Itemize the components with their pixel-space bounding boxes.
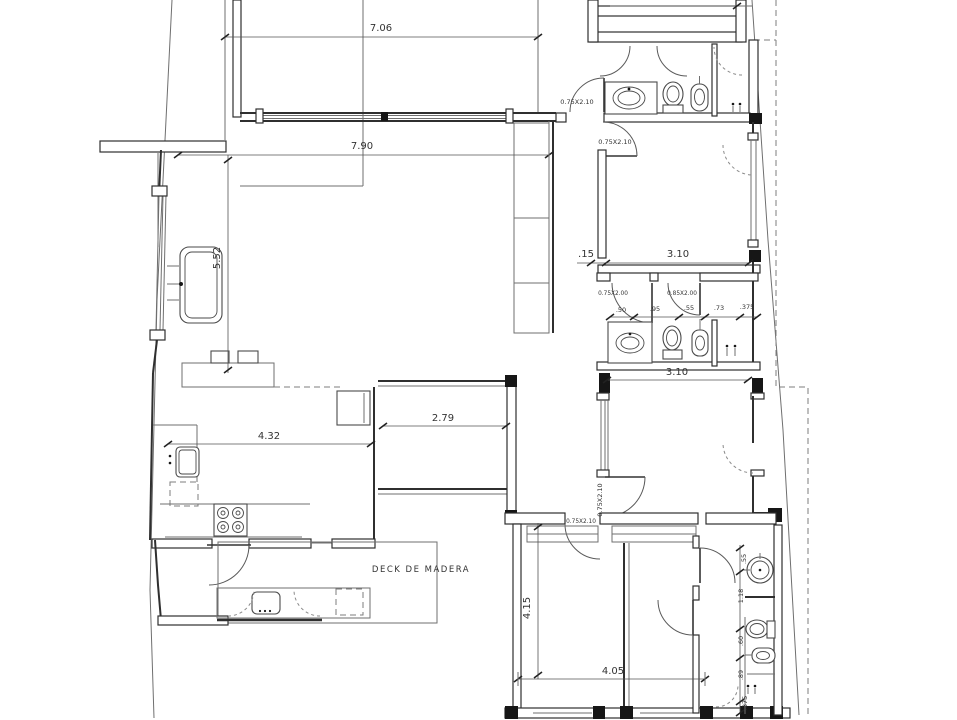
dim-label-405: 4.05 bbox=[601, 666, 625, 677]
round-sink-icon bbox=[744, 553, 773, 583]
dim-label-790: 7.90 bbox=[350, 141, 374, 152]
dim-label-095: .95 bbox=[649, 305, 661, 313]
door-label-f: 0.75X2.10 bbox=[566, 519, 596, 525]
bidet-icon bbox=[692, 319, 708, 356]
toilet-icon bbox=[663, 326, 682, 359]
dim-label-073: .73 bbox=[713, 304, 725, 312]
washer-dashed-icon bbox=[336, 589, 363, 615]
dim-label-0375b: .375 bbox=[741, 695, 749, 711]
dim-label-279: 2.79 bbox=[431, 413, 455, 424]
kitchen bbox=[152, 351, 375, 585]
vanity-sink-icon bbox=[605, 82, 657, 114]
dim-label-310b: 3.10 bbox=[665, 367, 689, 378]
dim-label-050: .50 bbox=[615, 306, 627, 314]
bidet-icon bbox=[691, 76, 708, 111]
dim-label-060: .60 bbox=[737, 635, 745, 647]
cabinet-door-arc bbox=[294, 590, 320, 616]
bath1-door-arc bbox=[600, 46, 630, 76]
dim-label-055b: .55 bbox=[740, 553, 748, 565]
dim-label-552: 5.52 bbox=[212, 246, 223, 270]
fridge-dashed-icon bbox=[170, 482, 198, 506]
bedroom2-door-arc bbox=[605, 477, 645, 517]
dim-label-432: 4.32 bbox=[257, 431, 281, 442]
vanity-sink-icon bbox=[608, 322, 652, 363]
bedroom1-dashed-arc bbox=[723, 145, 753, 175]
door-label-c: 0.75X2.00 bbox=[598, 291, 628, 297]
toilet-icon bbox=[663, 82, 683, 113]
dim-label-310a: 3.10 bbox=[666, 249, 690, 260]
shower-door-arc bbox=[714, 47, 742, 75]
door-label-a: 0.75X2.10 bbox=[560, 98, 594, 106]
laundry-room bbox=[155, 540, 437, 625]
bath3-door-arc-2 bbox=[658, 600, 693, 635]
deck-label: DECK DE MADERA bbox=[371, 565, 471, 575]
door-label-b: 0.75X2.10 bbox=[598, 138, 632, 146]
bedroom-2 bbox=[597, 373, 782, 522]
door-label-e: 0.75X2.10 bbox=[596, 483, 604, 517]
dim-label-706: 7.06 bbox=[369, 23, 393, 34]
door-label-d: 0.85X2.00 bbox=[667, 291, 697, 297]
stove-icon bbox=[214, 504, 247, 536]
kitchen-sink-icon bbox=[169, 447, 199, 477]
dim-label-0375: .375 bbox=[739, 303, 755, 311]
shower-door-arc bbox=[716, 685, 738, 707]
oven-icon bbox=[337, 391, 370, 425]
living-closet-wall bbox=[514, 121, 553, 333]
bathroom-3 bbox=[658, 525, 782, 715]
dimension-labels bbox=[212, 23, 754, 710]
dim-label-118: 1.18 bbox=[737, 588, 745, 604]
bidet-icon bbox=[745, 648, 775, 663]
quincho-room bbox=[100, 0, 363, 323]
bath3-door-arc bbox=[700, 548, 735, 583]
dim-label-055: .55 bbox=[683, 304, 695, 312]
master-suite bbox=[505, 513, 790, 719]
dim-label-089: .89 bbox=[737, 669, 745, 681]
cabinet-door-arc bbox=[228, 590, 254, 616]
dim-label-415: 4.15 bbox=[522, 596, 533, 620]
toilet-icon bbox=[746, 620, 775, 638]
corridor bbox=[374, 375, 517, 540]
bedroom2-dashed-arc bbox=[723, 443, 753, 473]
laundry-sink-icon bbox=[252, 592, 280, 614]
hall-door-arc bbox=[570, 78, 604, 112]
kitchen-door-arc bbox=[209, 545, 249, 585]
living-north-window bbox=[240, 109, 556, 123]
bathroom-2 bbox=[597, 273, 760, 370]
dim-label-015: .15 bbox=[578, 249, 594, 260]
bath1-door-arc-2 bbox=[657, 46, 687, 76]
